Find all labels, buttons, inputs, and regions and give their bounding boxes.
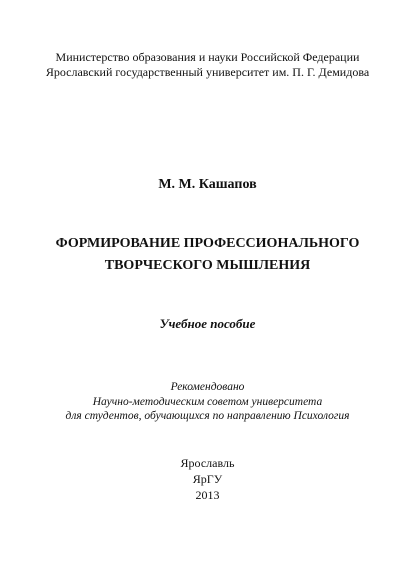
book-title: [0, 233, 415, 277]
recommendation-line-3: для студентов, обучающихся по направлению Психология: [65, 410, 350, 422]
imprint-publisher: ЯрГУ: [192, 472, 223, 486]
imprint: [0, 455, 415, 503]
imprint-year: 2013: [195, 488, 220, 502]
imprint-city: Ярославль: [180, 456, 235, 470]
recommendation-line-1: Рекомендовано: [170, 381, 245, 393]
university-line: Ярославский государственный университет им. П. Г. Демидова: [45, 65, 370, 79]
ministry-line: Министерство образования и науки Российской Федерации: [55, 50, 360, 64]
document-type: Учебное пособие: [159, 316, 256, 331]
title-line-1: ФОРМИРОВАНИЕ ПРОФЕССИОНАЛЬНОГО: [55, 236, 360, 251]
organization-header: [0, 50, 415, 80]
recommendation-line-2: Научно-методическим советом университета: [92, 395, 323, 408]
recommendation-note: [0, 380, 415, 424]
author-name: М. М. Кашапов: [158, 177, 257, 192]
title-line-2: ТВОРЧЕСКОГО МЫШЛЕНИЯ: [104, 258, 311, 273]
